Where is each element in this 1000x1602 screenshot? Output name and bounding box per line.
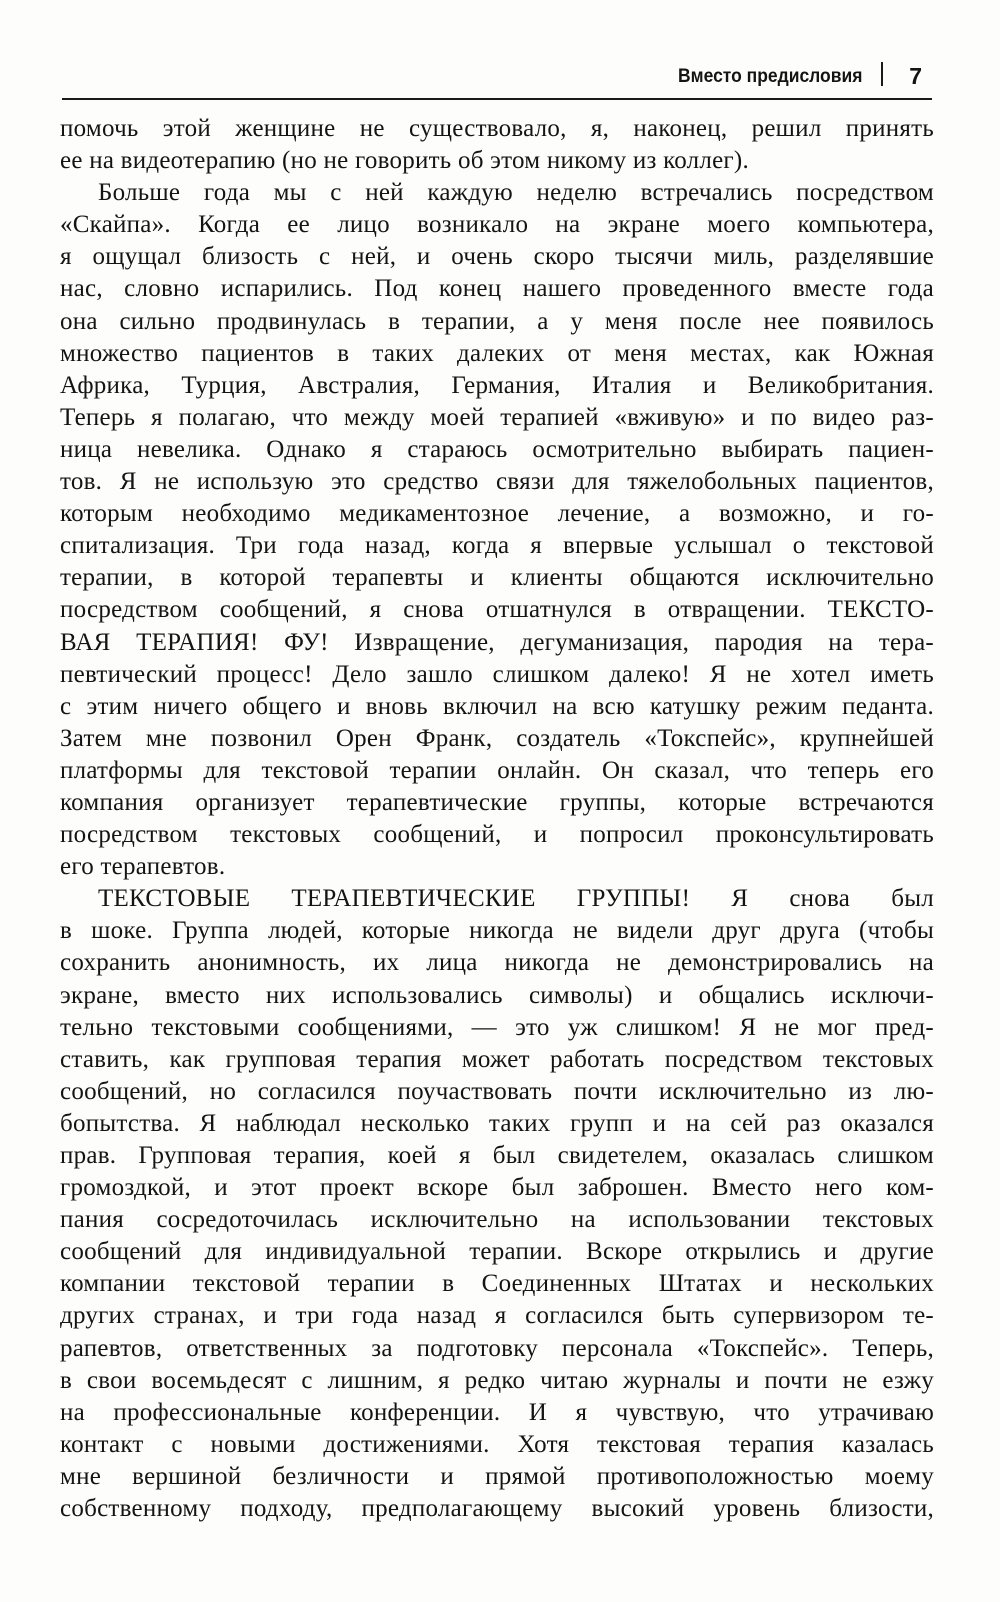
text-line: ВАЯ ТЕРАПИЯ! ФУ! Извращение, дегуманизация, пародия на тера- [60,628,934,656]
paragraph-2 [60,177,934,883]
text-line: тельно текстовыми сообщениями, — это уж слишком! Я не мог пред- [60,1013,934,1041]
text-line: Теперь я полагаю, что между моей терапией «вживую» и по видео раз- [60,403,934,431]
text-line: спитализация. Три года назад, когда я впервые услышал о текстовой [60,532,934,560]
header-separator [881,62,883,86]
text-line: платформы для текстовой терапии онлайн. Он сказал, что теперь его [60,756,934,784]
text-line: Больше года мы с ней каждую неделю встречались посредством [98,179,934,207]
text-line: на профессиональные конференции. И я чувствую, что утрачиваю [60,1398,934,1426]
text-line: с этим ничего общего и вновь включил на всю катушку режим педанта. [60,692,934,720]
text-line: громоздкой, и этот проект вскоре был заброшен. Вместо него ком- [60,1174,934,1202]
text-line: нас, словно испарились. Под конец нашего проведенного вместе года [60,275,934,303]
text-line: экране, вместо них использовались символы) и общались исключи- [60,981,934,1009]
text-line: «Скайпа». Когда ее лицо возникало на экране моего компьютера, [60,211,934,239]
text-line: его терапевтов. [60,853,226,881]
text-line: тов. Я не использую это средство связи для тяжелобольных пациентов, [60,468,934,496]
text-line: прав. Групповая терапия, коей я был свидетелем, оказалась слишком [60,1142,934,1169]
text-line: в свои восемьдесят с лишним, я редко читаю журналы и почти не езжу [60,1366,934,1394]
text-line: Африка, Турция, Австралия, Германия, Италия и Великобритания. [60,371,934,399]
text-line: Затем мне позвонил Орен Франк, создатель «Токспейс», крупнейшей [60,724,934,752]
text-line: собственному подходу, предполагающему высокий уровень близости, [60,1495,934,1523]
text-line: сообщений, но согласился поучаствовать почти исключительно из лю- [60,1077,934,1105]
text-line: ставить, как групповая терапия может работать посредством текстовых [60,1045,934,1073]
text-line: бопытства. Я наблюдал несколько таких групп и на сей раз оказался [60,1109,934,1137]
text-line: посредством сообщений, я снова отшатнулся в отвращении. ТЕКСТО- [60,596,934,624]
text-line: мне вершиной безличности и прямой противоположностью моему [60,1462,934,1490]
text-line: помочь этой женщине не существовало, я, наконец, решил принять [60,115,934,142]
text-line: рапевтов, ответственных за подготовку персонала «Токспейс». Теперь, [60,1334,934,1362]
text-line: которым необходимо медикаментозное лечение, а возможно, и го- [60,500,934,528]
text-line: множество пациентов в таких далеких от меня местах, как Южная [60,339,934,367]
text-line: сохранить анонимность, их лица никогда не демонстрировались на [60,949,934,977]
text-line: в шоке. Группа людей, которые никогда не видели друг друга (чтобы [60,917,934,945]
text-line: терапии, в которой терапевты и клиенты общаются исключительно [60,564,934,592]
text-line: ница невелика. Однако я стараюсь осмотрительно выбирать пациен- [60,435,934,463]
text-line: посредством текстовых сообщений, и попросил проконсультировать [60,821,934,849]
text-line: ее на видеотерапию (но не говорить об этом никому из коллег). [60,147,750,175]
text-line: других странах, и три года назад я согласился быть супервизором те- [60,1302,934,1330]
text-line: пания сосредоточилась исключительно на использовании текстовых [60,1206,934,1234]
section-title: Вместо предисловия [677,66,862,87]
running-header [62,58,932,100]
paragraph-3 [60,883,934,1525]
text-line: контакт с новыми достижениями. Хотя текстовая терапия казалась [60,1430,934,1458]
page-number: 7 [909,63,922,89]
text-line: компания организует терапевтические группы, которые встречаются [60,788,934,816]
text-line: она сильно продвинулась в терапии, а у меня после нее появилось [60,307,934,335]
body-text [60,113,934,1525]
text-line: ТЕКСТОВЫЕ ТЕРАПЕВТИЧЕСКИЕ ГРУППЫ! Я снова был [98,885,934,913]
paragraph-1 [60,113,934,177]
text-line: я ощущал близость с ней, и очень скоро тысячи миль, разделявшие [60,243,934,271]
text-line: компании текстовой терапии в Соединенных Штатах и нескольких [60,1270,934,1298]
text-line: певтический процесс! Дело зашло слишком далеко! Я не хотел иметь [60,660,934,688]
text-line: сообщений для индивидуальной терапии. Вскоре открылись и другие [60,1238,934,1266]
